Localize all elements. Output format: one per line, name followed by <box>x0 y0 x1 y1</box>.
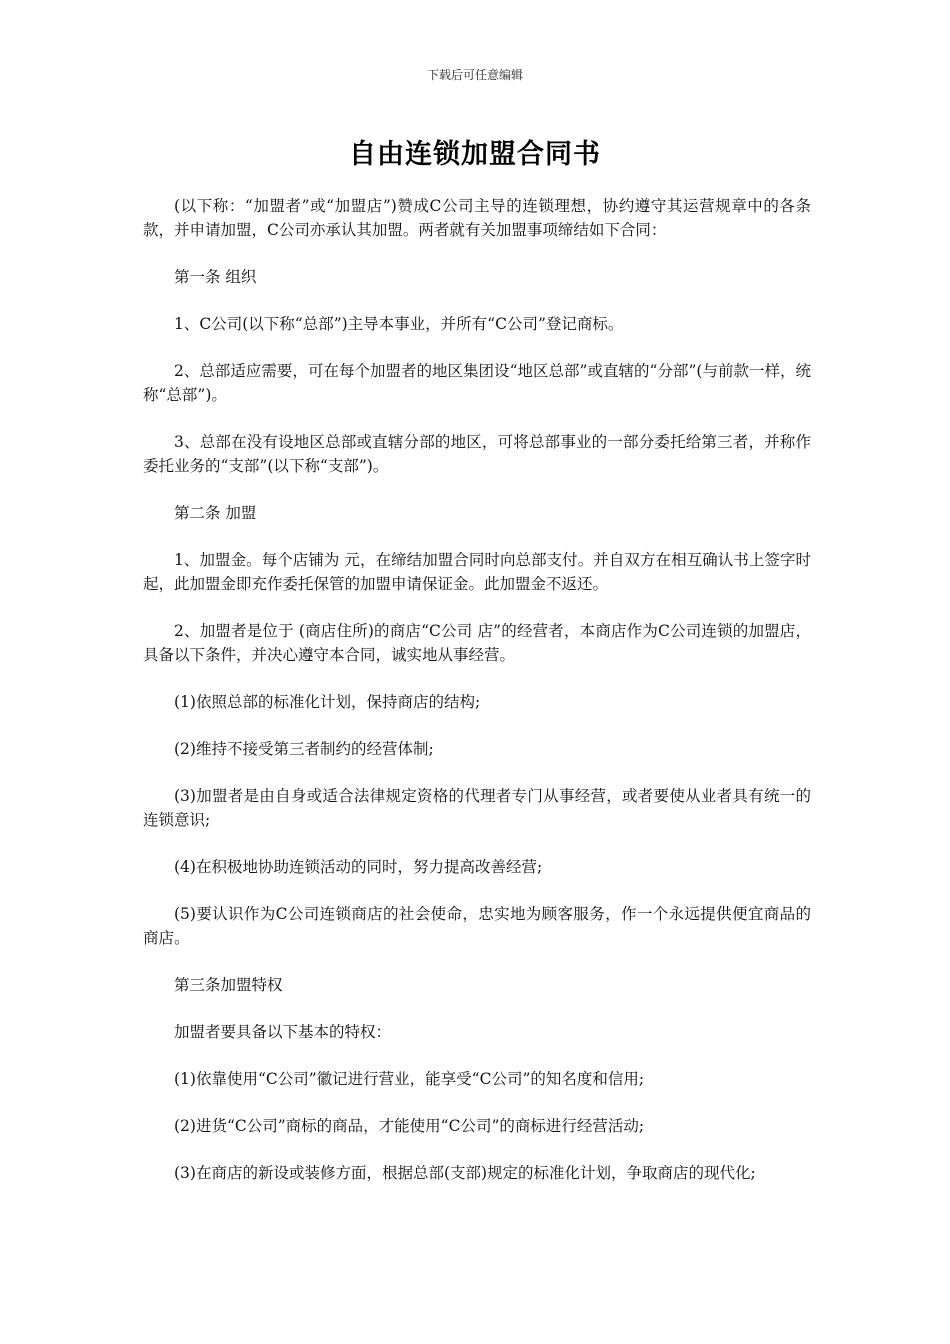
list-item: (1)依照总部的标准化计划，保持商店的结构; <box>174 693 481 711</box>
paragraph: 2、加盟者是位于 (商店住所)的商店“C公司 店”的经营者，本商店作为C公司连锁的加盟店，具备以下条件，并决心遵守本合同，诚实地从事经营。 <box>143 622 811 664</box>
document-title: 自由连锁加盟合同书 <box>349 139 601 170</box>
list-item: (3)在商店的新设或装修方面，根据总部(支部)规定的标准化计划，争取商店的现代化; <box>174 1164 756 1182</box>
paragraph: 1、C公司(以下称“总部”)主导本事业，并所有“C公司”登记商标。 <box>174 315 624 333</box>
paragraph: 2、总部适应需要，可在每个加盟者的地区集团设“地区总部”或直辖的“分部”(与前款一样，统称“总部”)。 <box>143 362 811 404</box>
list-item: (2)进货“C公司”商标的商品，才能使用“C公司”的商标进行经营活动; <box>174 1117 645 1135</box>
page-header: 下载后可任意编辑 <box>426 68 523 82</box>
article-2-heading: 第二条 加盟 <box>174 504 257 522</box>
list-item: (5)要认识作为C公司连锁商店的社会使命，忠实地为顾客服务，作一个永远提供便宜商品的商店。 <box>143 905 811 947</box>
article-3-heading: 第三条加盟特权 <box>174 976 283 994</box>
list-item: (3)加盟者是由自身或适合法律规定资格的代理者专门从事经营，或者要使从业者具有统一的连锁意识; <box>143 787 811 829</box>
article-1-heading: 第一条 组织 <box>174 268 257 286</box>
paragraph: 1、加盟金。每个店铺为 元，在缔结加盟合同时向总部支付。并自双方在相互确认书上签字时起，此加盟金即充作委托保管的加盟申请保证金。此加盟金不返还。 <box>143 551 811 593</box>
paragraph: 加盟者要具备以下基本的特权： <box>174 1023 392 1041</box>
list-item: (2)维持不接受第三者制约的经营体制; <box>174 740 434 758</box>
paragraph-intro: (以下称：“加盟者”或“加盟店”)赞成C公司主导的连锁理想，协约遵守其运营规章中的各条款，并申请加盟，C公司亦承认其加盟。两者就有关加盟事项缔结如下合同： <box>143 197 811 239</box>
list-item: (4)在积极地协助连锁活动的同时，努力提高改善经营; <box>174 858 543 876</box>
list-item: (1)依靠使用“C公司”徽记进行营业，能享受“C公司”的知名度和信用; <box>174 1070 645 1088</box>
paragraph: 3、总部在没有设地区总部或直辖分部的地区，可将总部事业的一部分委托给第三者，并称作委托业务的“支部”(以下称“支部”)。 <box>143 433 811 475</box>
document-body <box>143 194 811 1208</box>
